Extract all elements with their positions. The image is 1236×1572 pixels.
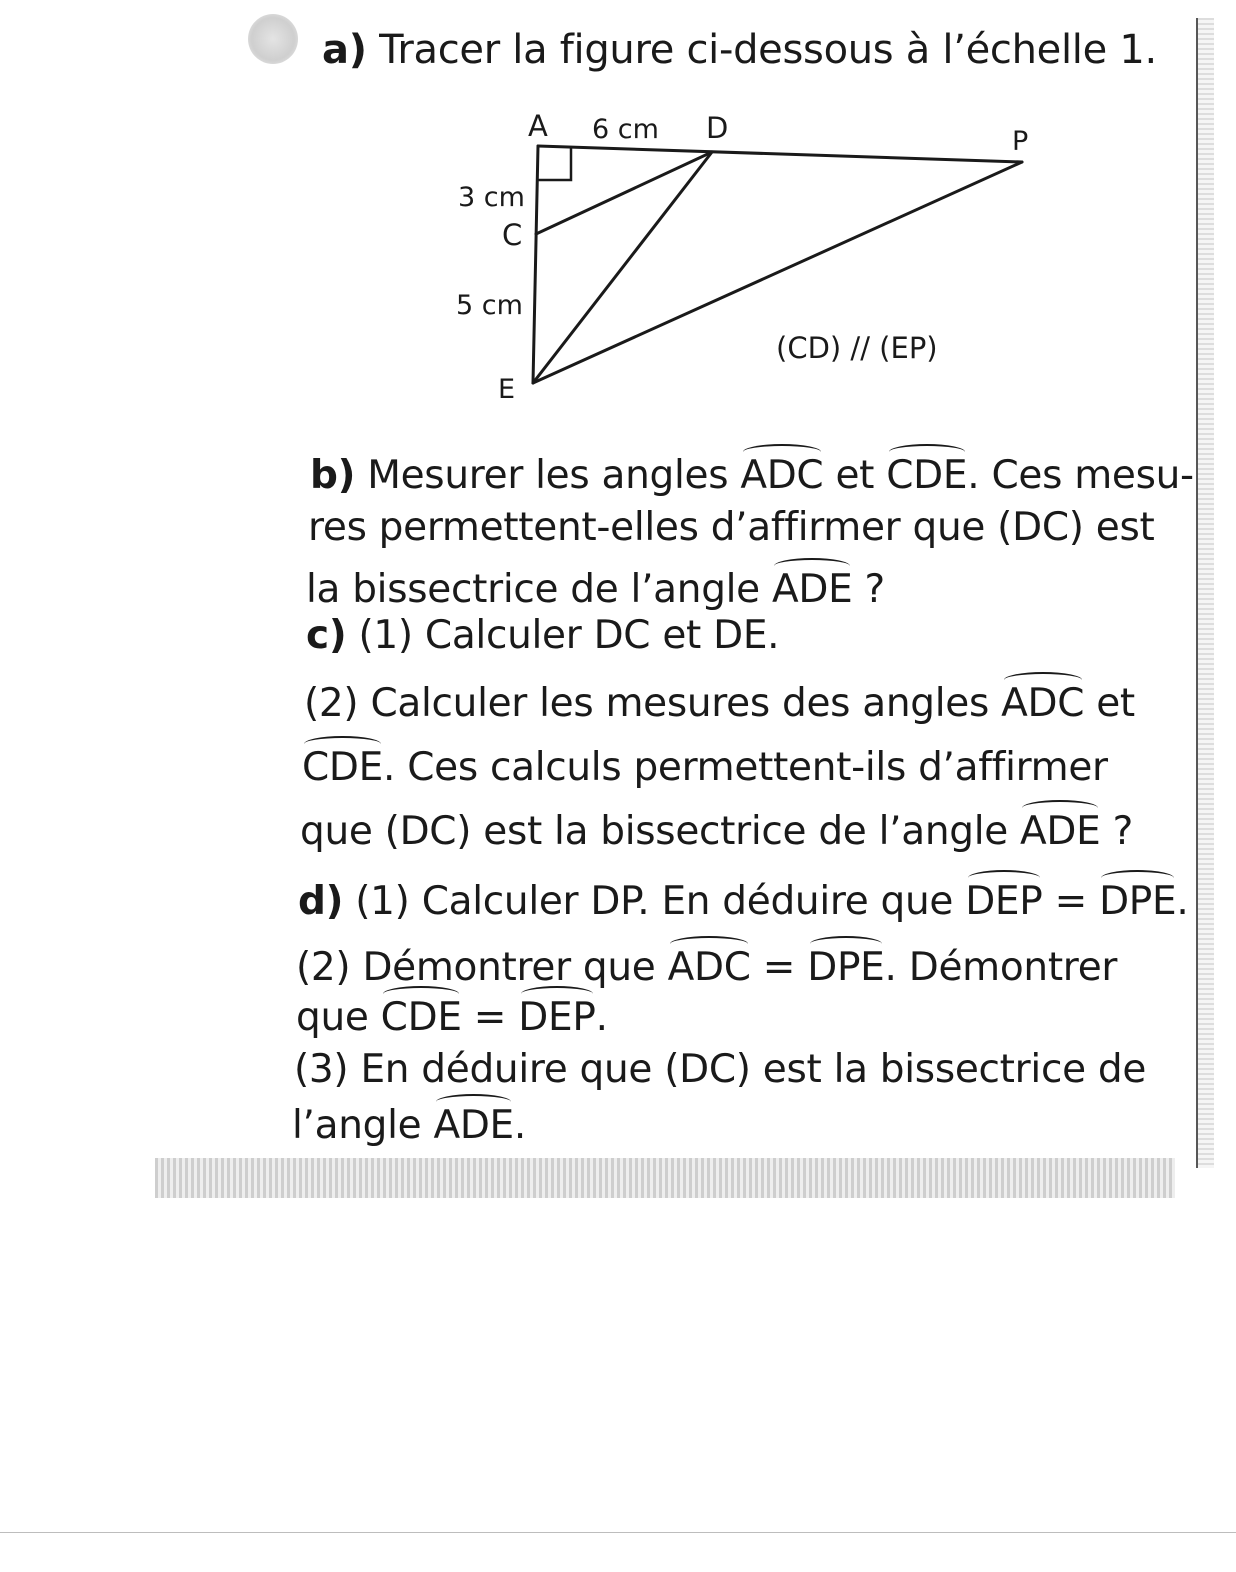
- geometry-figure: [440, 100, 1080, 420]
- parallel-note: (CD) // (EP): [776, 331, 938, 365]
- part-b-text: et: [823, 453, 887, 498]
- part-c-line-3: [302, 740, 1108, 790]
- part-a-line: [322, 28, 1157, 72]
- part-d-line-3: [296, 990, 608, 1040]
- part-d-text: l’angle: [292, 1103, 434, 1148]
- part-d-line-1: [298, 874, 1188, 924]
- length-CE-label: 5 cm: [456, 290, 523, 321]
- part-b-text: Mesurer les angles: [367, 453, 741, 498]
- part-c-text: que (DC) est la bissectrice de l’angle: [300, 809, 1021, 854]
- part-b-line-2: res permettent-elles d’affirmer que (DC) est: [308, 505, 1155, 550]
- length-AC-label: 3 cm: [458, 182, 525, 213]
- part-d-text: .: [1176, 879, 1189, 924]
- part-d-text: (1) Calculer DP. En déduire que: [343, 879, 966, 924]
- part-c-text: et: [1084, 681, 1135, 726]
- exercise-number-badge: [248, 14, 298, 64]
- angle-CDE: CDE: [381, 990, 462, 1040]
- part-a-text: Tracer la figure ci-dessous à l’échelle 1.: [379, 27, 1157, 73]
- part-b-line-1: [310, 448, 1194, 498]
- point-D-label: D: [706, 111, 729, 145]
- segment-AE: [533, 146, 538, 383]
- part-b-text: . Ces mesu-: [967, 453, 1194, 498]
- part-c-text: (1) Calculer DC et DE.: [346, 613, 780, 658]
- point-C-label: C: [502, 218, 523, 252]
- part-c-text: (2) Calculer les mesures des angles: [304, 681, 1002, 726]
- part-d-label: d): [298, 879, 344, 924]
- angle-ADC: ADC: [668, 940, 751, 990]
- angle-ADE: ADE: [433, 1098, 513, 1148]
- part-c-label: c): [306, 613, 347, 658]
- point-A-label: A: [528, 109, 548, 143]
- part-d-line-5: [292, 1098, 526, 1148]
- angle-ADC: ADC: [1001, 676, 1084, 726]
- part-d-text: que: [296, 995, 381, 1040]
- part-b-label: b): [310, 453, 356, 498]
- angle-ADE: ADE: [772, 562, 852, 612]
- part-d-text: (2) Démontrer que: [296, 945, 668, 990]
- part-c-text: ?: [1100, 809, 1133, 854]
- part-d-text: . Démontrer: [884, 945, 1118, 990]
- part-b-text: ?: [852, 567, 885, 612]
- angle-DEP: DEP: [965, 874, 1042, 924]
- length-AD-label: 6 cm: [592, 114, 659, 145]
- part-c-line-1: [306, 614, 779, 658]
- angle-ADE: ADE: [1020, 804, 1100, 854]
- angle-DPE: DPE: [807, 940, 884, 990]
- angle-DPE: DPE: [1099, 874, 1176, 924]
- part-d-line-4: (3) En déduire que (DC) est la bissectrice de: [294, 1047, 1147, 1092]
- equals-sign: =: [1042, 879, 1100, 924]
- part-b-line-3: [306, 562, 885, 612]
- part-c-line-4: [300, 804, 1133, 854]
- part-c-line-2: [304, 676, 1135, 726]
- point-P-label: P: [1012, 126, 1029, 157]
- part-d-text: .: [513, 1103, 526, 1148]
- equals-sign: =: [461, 995, 519, 1040]
- scan-bottom-edge: [155, 1158, 1175, 1198]
- part-d-text: .: [595, 995, 608, 1040]
- segment-DE: [533, 152, 712, 383]
- point-E-label: E: [498, 374, 516, 405]
- page-bottom-rule: [0, 1532, 1236, 1533]
- part-d-line-2: [296, 940, 1117, 990]
- angle-CDE: CDE: [302, 740, 383, 790]
- segment-AP: [538, 146, 1022, 162]
- angle-ADC: ADC: [740, 448, 823, 498]
- segment-CD: [536, 152, 712, 234]
- scan-right-edge: [1196, 18, 1214, 1168]
- angle-CDE: CDE: [886, 448, 967, 498]
- part-b-text: la bissectrice de l’angle: [306, 567, 772, 612]
- right-angle-mark: [539, 148, 571, 180]
- equals-sign: =: [750, 945, 808, 990]
- part-c-text: . Ces calculs permettent-ils d’affirmer: [383, 745, 1108, 790]
- angle-DEP: DEP: [518, 990, 595, 1040]
- part-a-label: a): [322, 27, 367, 73]
